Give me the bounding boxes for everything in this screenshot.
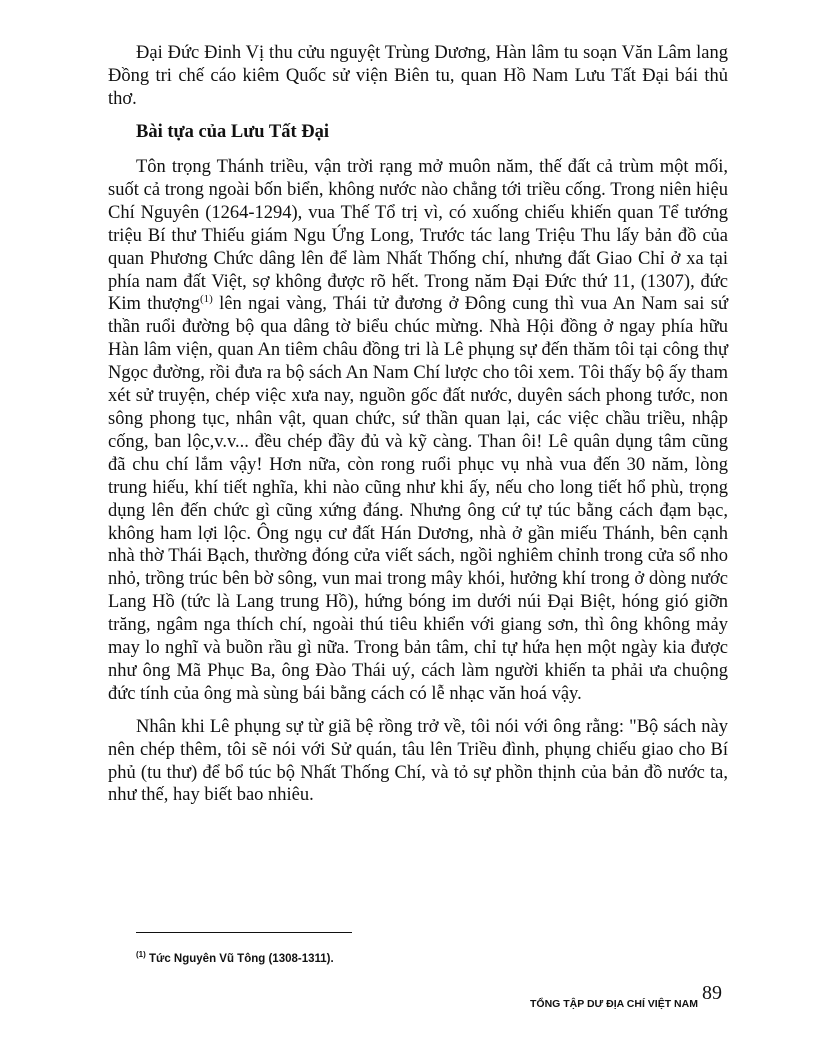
paragraph-1 (108, 156, 728, 706)
paragraph-1-part-a: Tôn trọng Thánh triều, vận trời rạng mở muôn năm, thế đất cả trùm một mối, suốt cả trong ngoài bốn biển, không nước nào chẳng tới triều cống. Trong niên hiệu Chí Nguyên (1264-1294), vua Thế Tổ trị vì, có xuống chiếu khiến quan Tể tướng triệu Bí thư Thiếu giám Ngu Ứng Long, Trước tác lang Triệu Thu lấy bản đồ của quan Phương Chức dâng lên để làm Nhất Thống chí, nhưng đất Giao Chỉ ở xa tại phía nam đất Việt, sợ không được rõ hết. Trong năm Đại Đức thứ 11, (1307), đức Kim thượng (108, 157, 728, 315)
footnote-reference: (1) (199, 293, 213, 306)
paragraph-1-part-b: lên ngai vàng, Thái tử đương ở Đông cung thì vua An Nam sai sứ thần ruổi đường bộ qua dâng tờ biểu chúc mừng. Nhà Hội đồng ở ngay phía hữu Hàn lâm viện, quan An tiêm châu đồng tri là Lê phụng sự đến thăm tôi tại công thự Ngọc đường, rồi đưa ra bộ sách An Nam Chí lược cho tôi xem. Tôi thấy bộ ấy tham xét sử truyện, chép việc xưa nay, nguồn gốc đất nước, duyên sách phong tước, non sông phong tục, nhân vật, quan chức, sứ thần quan lại, các việc chầu triều, nhập cống, ban lộc,v.v... đều chép đầy đủ và kỹ càng. Than ôi! Lê quân dụng tâm cũng đã chu chí lắm vậy! Hơn nữa, còn rong ruổi phục vụ nhà vua đến 30 năm, lòng trung hiếu, khí tiết nghĩa, khi nào cũng như khi ấy, nếu cho long tiết hổ phù, trọng dụng lên đến chức gì cũng xứng đáng. Nhưng ông cứ tự túc bằng cách đạm bạc, không ham lợi lộc. Ông ngụ cư đất Hán Dương, nhà ở gần miếu Thánh, bên cạnh nhà thờ Thái Bạch, thường đóng cửa viết sách, ngồi nghiêm chỉnh trong cửa sổ nho nhỏ, trồng trúc bên bờ sông, vun mai trong mây khói, hưởng khí trong ở dòng nước Lang Hồ (tức là Lang trung Hồ), hứng bóng im dưới núi Đại Biệt, hóng gió giỡn trăng, ngâm nga thích chí, ngoài thú tiêu khiển với giang sơn, thì ông không mảy may lo nghĩ và buồn rầu gì nữa. Trong bản tâm, chỉ tự hứa hẹn một ngày kia được như ông Mã Phục Ba, ông Đào Thái uý, cách làm người khiến ta phải ưa chuộng đức tính của ông mà sùng bái bằng cách có lễ nhạc văn hoá vậy. (108, 294, 728, 704)
body-text (108, 156, 728, 807)
footnote-mark: (1) (136, 950, 146, 959)
footnote-text: Tức Nguyên Vũ Tông (1308-1311). (148, 952, 334, 965)
section-heading: Bài tựa của Lưu Tất Đại (136, 122, 330, 142)
intro-text: Đại Đức Đinh Vị thu cửu nguyệt Trùng Dương, Hàn lâm tu soạn Văn Lâm lang Đồng tri chế cáo kiêm Quốc sử viện Biên tu, quan Hồ Nam Lưu Tất Đại bái thủ thơ. (108, 43, 728, 109)
footnote (136, 950, 334, 965)
paragraph-2: Nhân khi Lê phụng sự từ giã bệ rồng trở về, tôi nói với ông rằng: "Bộ sách này nên chép thêm, tôi sẽ nói với Sử quán, tâu lên Triều đình, phụng chiếu giao cho Bí phủ (tu thư) để bổ túc bộ Nhất Thống Chí, và tỏ sự phồn thịnh của bản đồ nước ta, như thế, hay biết bao nhiêu. (108, 716, 728, 806)
footnote-divider (136, 932, 352, 933)
running-footer: TỔNG TẬP DƯ ĐỊA CHÍ VIỆT NAM (530, 998, 698, 1010)
intro-paragraph (108, 42, 728, 111)
page-number: 89 (702, 982, 722, 1004)
